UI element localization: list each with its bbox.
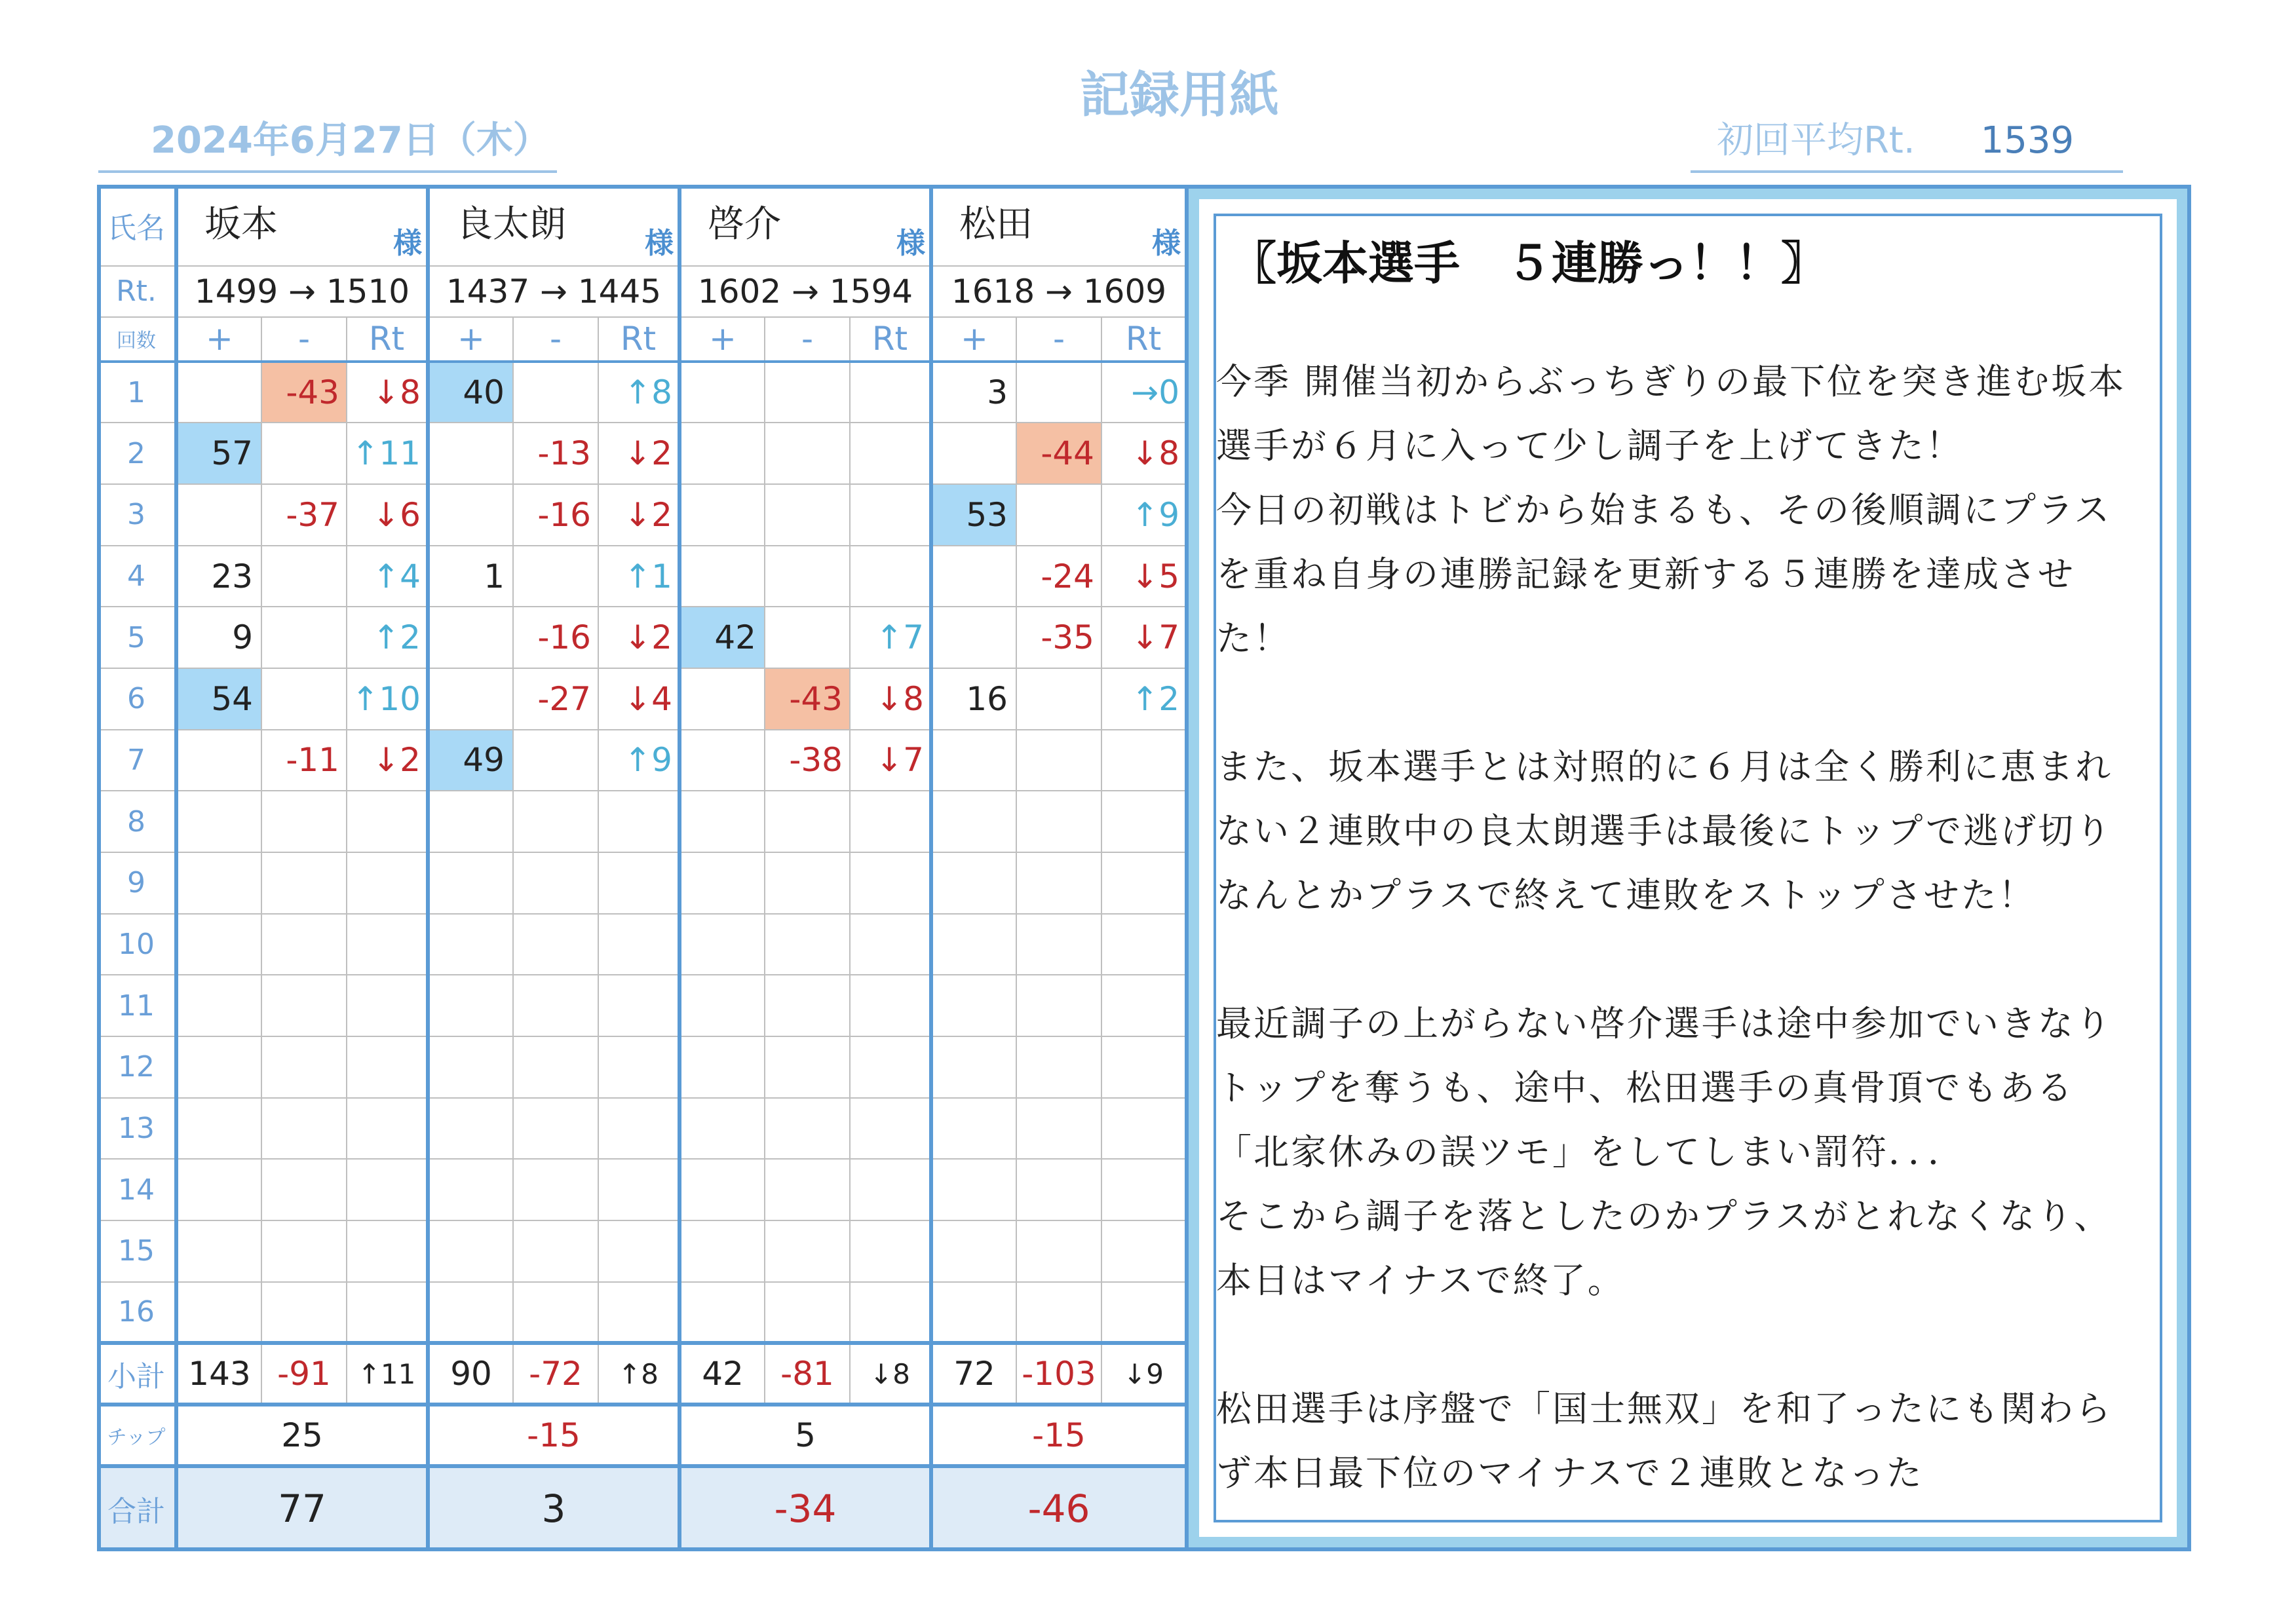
comment-line: た！ bbox=[1216, 618, 1291, 659]
score-minus-cell: -43 bbox=[261, 362, 347, 423]
score-minus-cell bbox=[261, 852, 347, 914]
comment-line: 今日の初戦はトビから始まるも、その後順調にプラス bbox=[1216, 489, 2112, 531]
rating-change-cell: ↑10 bbox=[347, 668, 428, 730]
score-minus-cell bbox=[261, 1220, 347, 1282]
rating-change-cell bbox=[347, 1036, 428, 1098]
score-plus-cell bbox=[176, 791, 261, 852]
round-number: 8 bbox=[98, 791, 176, 852]
score-plus-cell: 54 bbox=[176, 668, 261, 730]
score-minus-cell bbox=[1016, 1036, 1101, 1098]
player-name: 良太朗 bbox=[456, 203, 566, 246]
rating-change-cell: ↓2 bbox=[598, 607, 679, 668]
score-minus-cell bbox=[1016, 1098, 1101, 1160]
rating-change-cell bbox=[850, 362, 931, 423]
score-plus-cell bbox=[428, 484, 513, 546]
score-minus-cell bbox=[765, 1159, 850, 1220]
rating-change-cell bbox=[1101, 852, 1185, 914]
rating-change-cell: ↑7 bbox=[850, 607, 931, 668]
rating-change-cell bbox=[850, 791, 931, 852]
score-plus-cell bbox=[679, 423, 765, 484]
score-plus-cell bbox=[428, 1220, 513, 1282]
comment-line: 最近調子の上がらない啓介選手は途中参加でいきなり bbox=[1216, 1003, 2113, 1044]
score-plus-cell bbox=[679, 1036, 765, 1098]
round-number: 5 bbox=[98, 607, 176, 668]
subtotal-plus: 72 bbox=[931, 1343, 1016, 1405]
score-minus-cell: -16 bbox=[513, 607, 598, 668]
comment-line: ない２連敗中の良太朗選手は最後にトップで逃げ切り bbox=[1216, 810, 2113, 852]
score-minus-cell bbox=[765, 791, 850, 852]
score-plus-cell bbox=[176, 1098, 261, 1160]
honorific-label: 様 bbox=[393, 226, 422, 260]
score-plus-cell bbox=[176, 852, 261, 914]
rating-change-cell bbox=[347, 1159, 428, 1220]
plus-header: + bbox=[176, 317, 261, 362]
rating-change-cell bbox=[1101, 1098, 1185, 1160]
score-minus-cell bbox=[765, 1036, 850, 1098]
score-minus-cell bbox=[261, 791, 347, 852]
player-rating: 1618 → 1609 bbox=[931, 266, 1185, 317]
round-number: 11 bbox=[98, 975, 176, 1036]
score-plus-cell bbox=[679, 668, 765, 730]
rating-change-cell bbox=[1101, 1220, 1185, 1282]
comment-line: 松田選手は序盤で「国士無双」を和了ったにも関わら bbox=[1216, 1388, 2113, 1429]
score-plus-cell bbox=[679, 852, 765, 914]
minus-header: - bbox=[513, 317, 598, 362]
score-minus-cell bbox=[261, 668, 347, 730]
rating-change-cell bbox=[850, 1220, 931, 1282]
minus-header: - bbox=[765, 317, 850, 362]
score-plus-cell bbox=[176, 914, 261, 975]
rating-change-cell bbox=[598, 852, 679, 914]
comment-line: トップを奪うも、途中、松田選手の真骨頂でもある bbox=[1216, 1067, 2075, 1108]
rating-change-cell bbox=[1101, 914, 1185, 975]
player-rating: 1602 → 1594 bbox=[679, 266, 931, 317]
name-label: 氏名 bbox=[98, 185, 176, 266]
score-minus-cell: -43 bbox=[765, 668, 850, 730]
rating-change-cell bbox=[598, 791, 679, 852]
score-plus-cell bbox=[679, 362, 765, 423]
comment-body bbox=[1216, 350, 2157, 1505]
score-plus-cell bbox=[428, 668, 513, 730]
comment-line: ず本日最下位のマイナスで２連敗となった bbox=[1216, 1452, 1924, 1494]
rating-change-cell bbox=[598, 1036, 679, 1098]
score-minus-cell bbox=[1016, 852, 1101, 914]
score-plus-cell bbox=[679, 730, 765, 791]
score-minus-cell bbox=[513, 852, 598, 914]
round-number: 6 bbox=[98, 668, 176, 730]
subtotal-rating-change: ↑11 bbox=[347, 1343, 428, 1405]
page-title: 記録用紙 bbox=[1080, 66, 1279, 124]
score-minus-cell bbox=[1016, 975, 1101, 1036]
score-minus-cell: -13 bbox=[513, 423, 598, 484]
score-plus-cell bbox=[931, 914, 1016, 975]
score-plus-cell bbox=[931, 791, 1016, 852]
score-minus-cell bbox=[261, 1282, 347, 1344]
minus-header: - bbox=[261, 317, 347, 362]
total-value: 77 bbox=[176, 1466, 428, 1551]
rating-change-cell bbox=[598, 975, 679, 1036]
player-name: 啓介 bbox=[708, 203, 781, 246]
player-name-cell bbox=[176, 185, 428, 266]
comment-line bbox=[1216, 671, 2157, 735]
score-plus-cell bbox=[428, 1159, 513, 1220]
comment-line: なんとかプラスで終えて連敗をストップさせた！ bbox=[1216, 875, 2036, 916]
round-number: 2 bbox=[98, 423, 176, 484]
score-minus-cell bbox=[513, 1098, 598, 1160]
round-number: 4 bbox=[98, 546, 176, 607]
initial-average-rating bbox=[1691, 111, 2123, 173]
player-name: 松田 bbox=[959, 203, 1033, 246]
comment-line bbox=[1216, 928, 2157, 992]
score-minus-cell bbox=[513, 1159, 598, 1220]
total-value: 3 bbox=[428, 1466, 679, 1551]
avg-value: 1539 bbox=[1980, 119, 2075, 162]
record-date: 2024年6月27日（木） bbox=[98, 111, 557, 173]
rating-change-cell: ↑2 bbox=[1101, 668, 1185, 730]
score-plus-cell bbox=[176, 975, 261, 1036]
score-minus-cell: -37 bbox=[261, 484, 347, 546]
score-minus-cell bbox=[261, 1098, 347, 1160]
score-minus-cell bbox=[765, 546, 850, 607]
score-minus-cell bbox=[765, 362, 850, 423]
comment-box bbox=[1185, 185, 2191, 1551]
comment-line: 今季 開催当初からぶっちぎりの最下位を突き進む坂本 bbox=[1216, 361, 2126, 402]
score-minus-cell bbox=[765, 1098, 850, 1160]
rating-change-cell: ↓4 bbox=[598, 668, 679, 730]
rating-change-cell bbox=[347, 914, 428, 975]
score-plus-cell bbox=[931, 423, 1016, 484]
player-rating: 1437 → 1445 bbox=[428, 266, 679, 317]
round-number: 7 bbox=[98, 730, 176, 791]
score-minus-cell bbox=[765, 607, 850, 668]
score-plus-cell bbox=[428, 791, 513, 852]
score-plus-cell: 23 bbox=[176, 546, 261, 607]
rating-change-cell bbox=[347, 1282, 428, 1344]
rating-change-cell bbox=[1101, 730, 1185, 791]
subtotal-rating-change: ↓9 bbox=[1101, 1343, 1185, 1405]
plus-header: + bbox=[428, 317, 513, 362]
chip-value: -15 bbox=[931, 1405, 1185, 1466]
score-minus-cell: -27 bbox=[513, 668, 598, 730]
score-plus-cell bbox=[931, 730, 1016, 791]
score-plus-cell bbox=[176, 362, 261, 423]
score-minus-cell bbox=[261, 914, 347, 975]
subtotal-plus: 42 bbox=[679, 1343, 765, 1405]
score-minus-cell bbox=[261, 423, 347, 484]
rating-change-cell: ↑1 bbox=[598, 546, 679, 607]
score-plus-cell bbox=[931, 852, 1016, 914]
comment-line: そこから調子を落としたのかプラスがとれなくなり、 bbox=[1216, 1196, 2112, 1237]
honorific-label: 様 bbox=[1152, 226, 1181, 260]
score-minus-cell bbox=[765, 423, 850, 484]
subtotal-plus: 143 bbox=[176, 1343, 261, 1405]
rating-change-cell bbox=[1101, 975, 1185, 1036]
score-plus-cell bbox=[679, 791, 765, 852]
total-value: -34 bbox=[679, 1466, 931, 1551]
rating-change-cell bbox=[598, 1282, 679, 1344]
total-value: -46 bbox=[931, 1466, 1185, 1551]
score-minus-cell: -11 bbox=[261, 730, 347, 791]
score-minus-cell bbox=[513, 975, 598, 1036]
comment-line: 「北家休みの誤ツモ」をしてしまい罰符．．． bbox=[1216, 1131, 1965, 1173]
chip-label: チップ bbox=[98, 1405, 176, 1466]
rating-change-cell bbox=[850, 423, 931, 484]
subtotal-rating-change: ↑8 bbox=[598, 1343, 679, 1405]
score-plus-cell bbox=[931, 975, 1016, 1036]
chip-value: -15 bbox=[428, 1405, 679, 1466]
score-plus-cell bbox=[679, 546, 765, 607]
score-minus-cell bbox=[1016, 668, 1101, 730]
score-plus-cell: 16 bbox=[931, 668, 1016, 730]
score-minus-cell bbox=[765, 484, 850, 546]
score-plus-cell bbox=[176, 484, 261, 546]
rating-change-cell bbox=[347, 1098, 428, 1160]
round-number: 13 bbox=[98, 1098, 176, 1160]
score-minus-cell bbox=[1016, 484, 1101, 546]
score-minus-cell: -35 bbox=[1016, 607, 1101, 668]
score-plus-cell: 57 bbox=[176, 423, 261, 484]
rating-change-cell: ↓5 bbox=[1101, 546, 1185, 607]
score-plus-cell bbox=[428, 1036, 513, 1098]
score-plus-cell bbox=[679, 1098, 765, 1160]
score-plus-cell bbox=[428, 607, 513, 668]
avg-label: 初回平均Rt. bbox=[1717, 119, 1915, 162]
rating-change-cell bbox=[1101, 1282, 1185, 1344]
score-minus-cell bbox=[765, 1282, 850, 1344]
rating-change-cell bbox=[598, 914, 679, 975]
score-plus-cell bbox=[931, 1159, 1016, 1220]
score-plus-cell bbox=[931, 1220, 1016, 1282]
rating-change-cell: ↑9 bbox=[1101, 484, 1185, 546]
score-plus-cell bbox=[428, 423, 513, 484]
score-minus-cell bbox=[513, 1282, 598, 1344]
subtotal-minus: -81 bbox=[765, 1343, 850, 1405]
total-label: 合計 bbox=[98, 1466, 176, 1551]
score-plus-cell bbox=[679, 975, 765, 1036]
rating-change-cell: ↓2 bbox=[598, 484, 679, 546]
score-minus-cell bbox=[513, 730, 598, 791]
rating-change-cell: ↓8 bbox=[1101, 423, 1185, 484]
subtotal-rating-change: ↓8 bbox=[850, 1343, 931, 1405]
round-number: 10 bbox=[98, 914, 176, 975]
rating-change-cell: ↑2 bbox=[347, 607, 428, 668]
score-plus-cell bbox=[931, 1098, 1016, 1160]
score-minus-cell bbox=[1016, 1282, 1101, 1344]
rating-change-cell: ↑9 bbox=[598, 730, 679, 791]
rating-change-cell: ↑4 bbox=[347, 546, 428, 607]
comment-line: 選手が６月に入って少し調子を上げてきた！ bbox=[1216, 425, 1963, 466]
score-plus-cell bbox=[176, 1220, 261, 1282]
score-plus-cell bbox=[176, 1159, 261, 1220]
rating-change-cell bbox=[850, 1159, 931, 1220]
player-rating: 1499 → 1510 bbox=[176, 266, 428, 317]
honorific-label: 様 bbox=[645, 226, 674, 260]
score-minus-cell bbox=[261, 1036, 347, 1098]
rating-change-cell bbox=[347, 1220, 428, 1282]
chip-value: 5 bbox=[679, 1405, 931, 1466]
rating-change-cell bbox=[1101, 1036, 1185, 1098]
comment-line: また、坂本選手とは対照的に６月は全く勝利に恵まれ bbox=[1216, 746, 2113, 787]
score-minus-cell bbox=[261, 546, 347, 607]
rating-change-cell: ↓2 bbox=[598, 423, 679, 484]
score-table bbox=[97, 185, 1186, 1551]
rating-change-cell: →0 bbox=[1101, 362, 1185, 423]
score-minus-cell bbox=[261, 1159, 347, 1220]
rating-label: Rt. bbox=[98, 266, 176, 317]
comment-line bbox=[1216, 1313, 2157, 1377]
score-minus-cell: -38 bbox=[765, 730, 850, 791]
score-minus-cell bbox=[1016, 914, 1101, 975]
rating-change-cell: ↓7 bbox=[850, 730, 931, 791]
score-plus-cell: 3 bbox=[931, 362, 1016, 423]
player-name-cell bbox=[679, 185, 931, 266]
score-minus-cell bbox=[1016, 730, 1101, 791]
minus-header: - bbox=[1016, 317, 1101, 362]
round-label: 回数 bbox=[98, 317, 176, 362]
rating-change-cell bbox=[1101, 791, 1185, 852]
comment-line: を重ね自身の連勝記録を更新する５連勝を達成させ bbox=[1216, 554, 2075, 595]
subtotal-label: 小計 bbox=[98, 1343, 176, 1405]
comment-title: 〖坂本選手 ５連勝っ！！〗 bbox=[1231, 236, 1827, 290]
score-plus-cell bbox=[679, 484, 765, 546]
subtotal-minus: -72 bbox=[513, 1343, 598, 1405]
rating-change-cell bbox=[850, 1098, 931, 1160]
score-minus-cell: -44 bbox=[1016, 423, 1101, 484]
score-plus-cell bbox=[679, 1282, 765, 1344]
round-number: 14 bbox=[98, 1159, 176, 1220]
rating-change-cell: ↑11 bbox=[347, 423, 428, 484]
score-plus-cell bbox=[679, 914, 765, 975]
plus-header: + bbox=[679, 317, 765, 362]
score-plus-cell: 40 bbox=[428, 362, 513, 423]
score-plus-cell bbox=[428, 852, 513, 914]
player-name: 坂本 bbox=[204, 203, 278, 246]
score-plus-cell bbox=[931, 546, 1016, 607]
score-plus-cell bbox=[176, 1036, 261, 1098]
score-plus-cell: 1 bbox=[428, 546, 513, 607]
rating-change-cell bbox=[850, 975, 931, 1036]
subtotal-minus: -103 bbox=[1016, 1343, 1101, 1405]
score-minus-cell bbox=[261, 975, 347, 1036]
subtotal-plus: 90 bbox=[428, 1343, 513, 1405]
score-minus-cell bbox=[513, 1220, 598, 1282]
score-plus-cell bbox=[428, 914, 513, 975]
subtotal-minus: -91 bbox=[261, 1343, 347, 1405]
round-number: 15 bbox=[98, 1220, 176, 1282]
rt-header: Rt bbox=[347, 317, 428, 362]
score-plus-cell bbox=[176, 1282, 261, 1344]
chip-value: 25 bbox=[176, 1405, 428, 1466]
player-name-cell bbox=[931, 185, 1185, 266]
score-plus-cell: 49 bbox=[428, 730, 513, 791]
score-plus-cell bbox=[176, 730, 261, 791]
score-minus-cell bbox=[513, 1036, 598, 1098]
comment-line: 本日はマイナスで終了。 bbox=[1216, 1260, 1625, 1301]
rating-change-cell: ↓8 bbox=[347, 362, 428, 423]
rating-change-cell: ↓6 bbox=[347, 484, 428, 546]
round-number: 9 bbox=[98, 852, 176, 914]
score-minus-cell bbox=[261, 607, 347, 668]
player-name-cell bbox=[428, 185, 679, 266]
rating-change-cell bbox=[347, 975, 428, 1036]
score-minus-cell bbox=[765, 1220, 850, 1282]
score-minus-cell bbox=[1016, 791, 1101, 852]
honorific-label: 様 bbox=[896, 226, 925, 260]
score-plus-cell bbox=[679, 1159, 765, 1220]
rating-change-cell bbox=[598, 1098, 679, 1160]
score-minus-cell bbox=[1016, 1220, 1101, 1282]
plus-header: + bbox=[931, 317, 1016, 362]
score-plus-cell bbox=[428, 975, 513, 1036]
round-number: 12 bbox=[98, 1036, 176, 1098]
rating-change-cell bbox=[850, 484, 931, 546]
score-minus-cell bbox=[513, 362, 598, 423]
score-plus-cell bbox=[679, 1220, 765, 1282]
rt-header: Rt bbox=[1101, 317, 1185, 362]
rating-change-cell bbox=[850, 1036, 931, 1098]
rating-change-cell bbox=[850, 852, 931, 914]
score-plus-cell: 42 bbox=[679, 607, 765, 668]
rating-change-cell bbox=[1101, 1159, 1185, 1220]
rating-change-cell: ↓2 bbox=[347, 730, 428, 791]
score-minus-cell bbox=[513, 546, 598, 607]
score-plus-cell bbox=[931, 1036, 1016, 1098]
score-minus-cell: -16 bbox=[513, 484, 598, 546]
rating-change-cell bbox=[850, 1282, 931, 1344]
round-number: 1 bbox=[98, 362, 176, 423]
rating-change-cell bbox=[850, 914, 931, 975]
rating-change-cell bbox=[598, 1159, 679, 1220]
score-minus-cell bbox=[765, 975, 850, 1036]
score-minus-cell bbox=[513, 791, 598, 852]
rating-change-cell bbox=[347, 791, 428, 852]
rt-header: Rt bbox=[598, 317, 679, 362]
score-minus-cell bbox=[1016, 1159, 1101, 1220]
rating-change-cell: ↓8 bbox=[850, 668, 931, 730]
round-number: 3 bbox=[98, 484, 176, 546]
rating-change-cell bbox=[850, 546, 931, 607]
score-minus-cell: -24 bbox=[1016, 546, 1101, 607]
score-minus-cell bbox=[765, 914, 850, 975]
score-plus-cell: 9 bbox=[176, 607, 261, 668]
rating-change-cell: ↓7 bbox=[1101, 607, 1185, 668]
score-minus-cell bbox=[765, 852, 850, 914]
score-plus-cell bbox=[931, 607, 1016, 668]
score-minus-cell bbox=[513, 914, 598, 975]
rating-change-cell bbox=[598, 1220, 679, 1282]
rating-change-cell bbox=[347, 852, 428, 914]
rating-change-cell: ↑8 bbox=[598, 362, 679, 423]
rt-header: Rt bbox=[850, 317, 931, 362]
score-plus-cell bbox=[931, 1282, 1016, 1344]
score-minus-cell bbox=[1016, 362, 1101, 423]
score-plus-cell bbox=[428, 1282, 513, 1344]
score-plus-cell: 53 bbox=[931, 484, 1016, 546]
score-plus-cell bbox=[428, 1098, 513, 1160]
round-number: 16 bbox=[98, 1282, 176, 1344]
